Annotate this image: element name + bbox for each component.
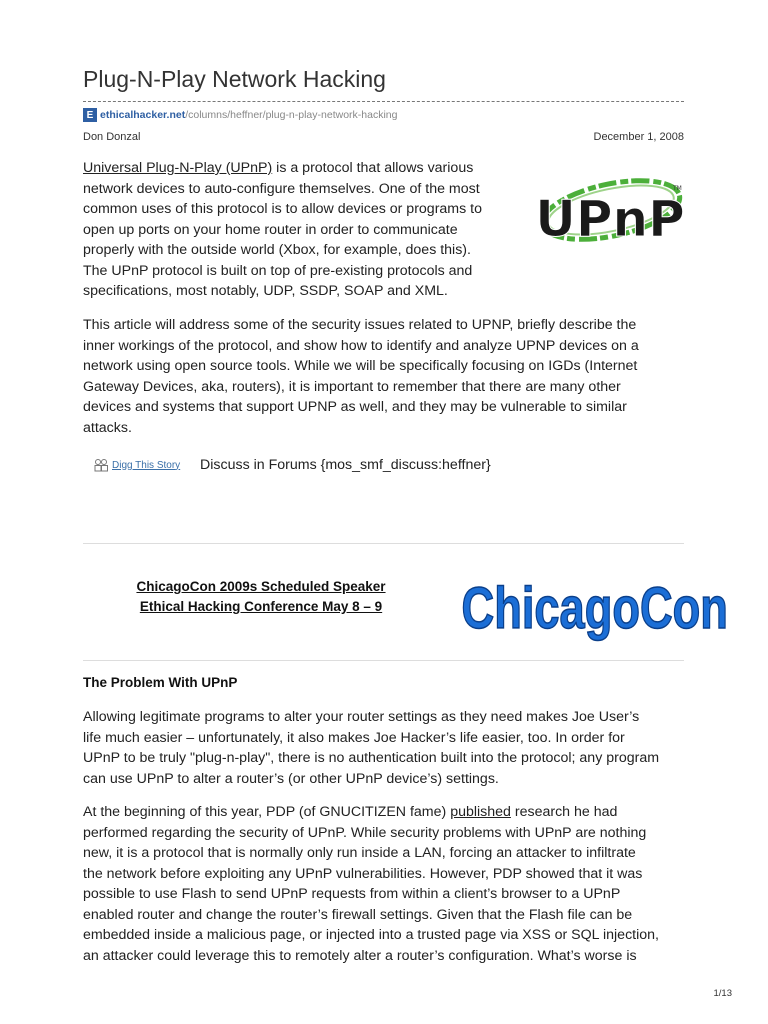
chicagocon-logo-image[interactable]	[460, 566, 728, 646]
published-link[interactable]: published	[450, 804, 511, 820]
promo-line-1: ChicagoCon 2009s Scheduled Speaker	[136, 579, 386, 594]
promo-top-rule	[83, 543, 684, 544]
promo-line-2: Ethical Hacking Conference May 8 – 9	[139, 599, 383, 614]
svg-text:UPnP: UPnP	[535, 190, 685, 248]
svg-text:ChicagoCon: ChicagoCon	[461, 576, 728, 642]
body-paragraph-3: Allowing legitimate programs to alter your router settings as they need makes Joe User’s life much easier – unfortunately, it also makes Joe Hacker’s life easier, too. In order for UPnP to be truly "plug-n-play", there is no authentication built into the protocol; any program can use UPnP to alter a router’s (or other UPnP device’s) settings.	[83, 709, 660, 787]
page-title: Plug-N-Play Network Hacking	[83, 66, 386, 92]
digg-label: Digg This Story	[112, 459, 181, 471]
publish-date: December 1, 2008	[593, 131, 684, 143]
source-path: /columns/heffner/plug-n-play-network-hacking	[185, 109, 398, 121]
intro-paragraph: Universal Plug-N-Play (UPnP) is a protocol that allows various network devices to auto-configure themselves. One of the most common uses of this protocol is to allow devices or programs to open up ports on your home router in order to communicate properly with the outside world (Xbox, for example, does this). The UPnP protocol is built on top of pre-existing protocols and specifications, most notably, UDP, SSDP, SOAP and XML.	[83, 160, 482, 299]
chicagocon-promo-link[interactable]	[113, 577, 409, 617]
upnp-link[interactable]: Universal Plug-N-Play (UPnP)	[83, 160, 273, 176]
source-url[interactable]	[83, 107, 397, 123]
digg-button[interactable]	[93, 458, 180, 472]
author: Don Donzal	[83, 131, 141, 143]
section-heading: The Problem With UPnP	[83, 675, 238, 690]
site-logo-icon: E	[83, 108, 97, 122]
digg-people-icon	[93, 458, 109, 472]
title-divider	[83, 101, 684, 102]
svg-text:TM: TM	[673, 185, 682, 192]
page-number: 1/13	[713, 988, 732, 999]
discuss-in-forums: Discuss in Forums {mos_smf_discuss:heffner}	[200, 457, 491, 473]
body-paragraph-4: At the beginning of this year, PDP (of GNUCITIZEN fame) published research he had performed regarding the security of UPnP. While security problems with UPnP are nothing new, it is a protocol that is normally only run inside a LAN, forcing an attacker to infiltrate the network before exploiting any UPnP vulnerabilities. However, PDP showed that it was possible to use Flash to send UPnP requests from within a client’s browser to a UPnP enabled router and change the router’s firewall settings. Given that the Flash file can be embedded inside a malicious page, or injected into a trusted page via XSS or SQL injection, an attacker could leverage this to remotely alter a router’s configuration. What’s worse is	[83, 804, 659, 964]
body-paragraph-2: This article will address some of the security issues related to UPNP, briefly describe the inner workings of the protocol, and show how to identify and analyze UPNP devices on a network using open source tools. While we will be specifically focusing on IGDs (Internet Gateway Devices, aka, routers), it is important to remember that there are many other devices and systems that support UPNP as well, and they may be vulnerable to similar attacks.	[83, 317, 639, 436]
source-domain: ethicalhacker.net	[100, 109, 186, 121]
upnp-logo-image	[535, 172, 685, 258]
promo-bottom-rule	[83, 660, 684, 661]
